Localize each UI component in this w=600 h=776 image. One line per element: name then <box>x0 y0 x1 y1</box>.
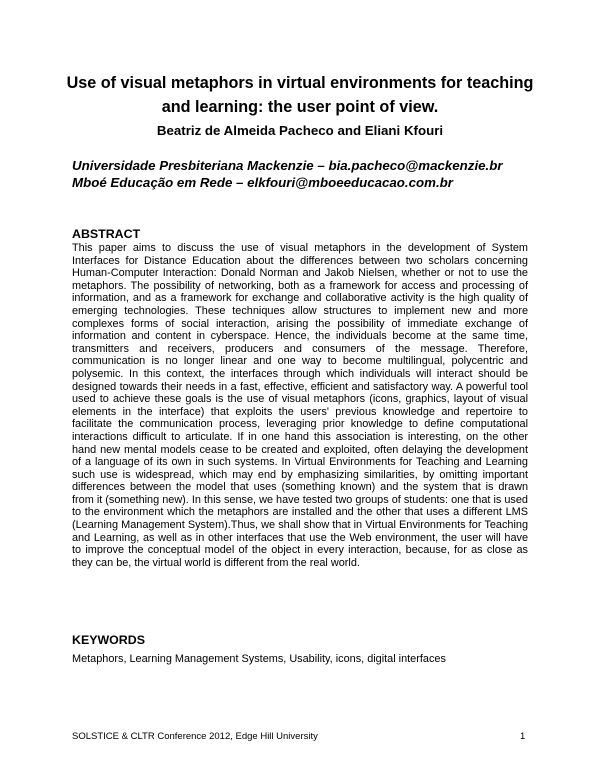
keywords-heading: KEYWORDS <box>72 633 145 647</box>
page-number: 1 <box>520 731 526 742</box>
author-names: Beatriz de Almeida Pacheco and Eliani Kfouri <box>156 123 444 138</box>
keywords-list: Metaphors, Learning Management Systems, Usability, icons, digital interfaces <box>72 653 446 665</box>
affiliation-mackenzie: Universidade Presbiteriana Mackenzie – bia.pacheco@mackenzie.br <box>72 158 503 173</box>
paper-title: Use of visual metaphors in virtual environments for teaching and learning: the user point of view. <box>66 74 534 116</box>
footer-conference: SOLSTICE & CLTR Conference 2012, Edge Hill University <box>72 731 318 742</box>
abstract-body: This paper aims to discuss the use of visual metaphors in the development of System Interfaces for Distance Education about the differences between two scholars concerning Human-Computer Interaction: Donald Norman and Jakob Nielsen, whether or not to use the metaphors. The possibility of networking, both as a framework for access and processing of information, and as a framework for exchange and collaborative activity is the high quality of emerging technologies. These techniques allow structures to implement new and more complexes forms of social interaction, arising the possibility of immediate exchange of information and content in cyberspace. Hence, the individuals become at the same time, transmitters and receivers, producers and consumers of the message. Therefore, communication is no longer linear and one way to become multilingual, polycentric and polysemic. In this context, the interfaces through which individuals will interact should be designed towards their needs in a fast, effective, efficient and satisfactory way. A powerful tool used to achieve these goals is the use of visual metaphors (icons, graphics, layout of visual elements in the interface) that exploits the users' previous knowledge and repertoire to facilitate the communication process, leveraging prior knowledge to define computational interactions difficult to articulate. If in one hand this association is interesting, on the other hand new mental models cease to be created and exploited, often delaying the development of a language of its own in such systems. In Virtual Environments for Teaching and Learning such use is widespread, which may end by emphasizing similarities, by omitting important differences between the model that uses (something known) and the system that is drawn from it (something new). In this sense, we have tested two groups of students: one that is used to the environment which the metaphors are installed and the other that uses a different LMS (Learning Management System).Thus, we shall show that in Virtual Environments for Teaching and Learning, as well as in other interfaces that use the Web environment, the user will have to improve the conceptual model of the object in every interaction, because, for as close as they can be, the virtual world is different from the real world. <box>72 242 528 569</box>
abstract-heading: ABSTRACT <box>72 227 141 241</box>
affiliation-mboe: Mboé Educação em Rede – elkfouri@mboeeducacao.com.br <box>72 175 453 190</box>
